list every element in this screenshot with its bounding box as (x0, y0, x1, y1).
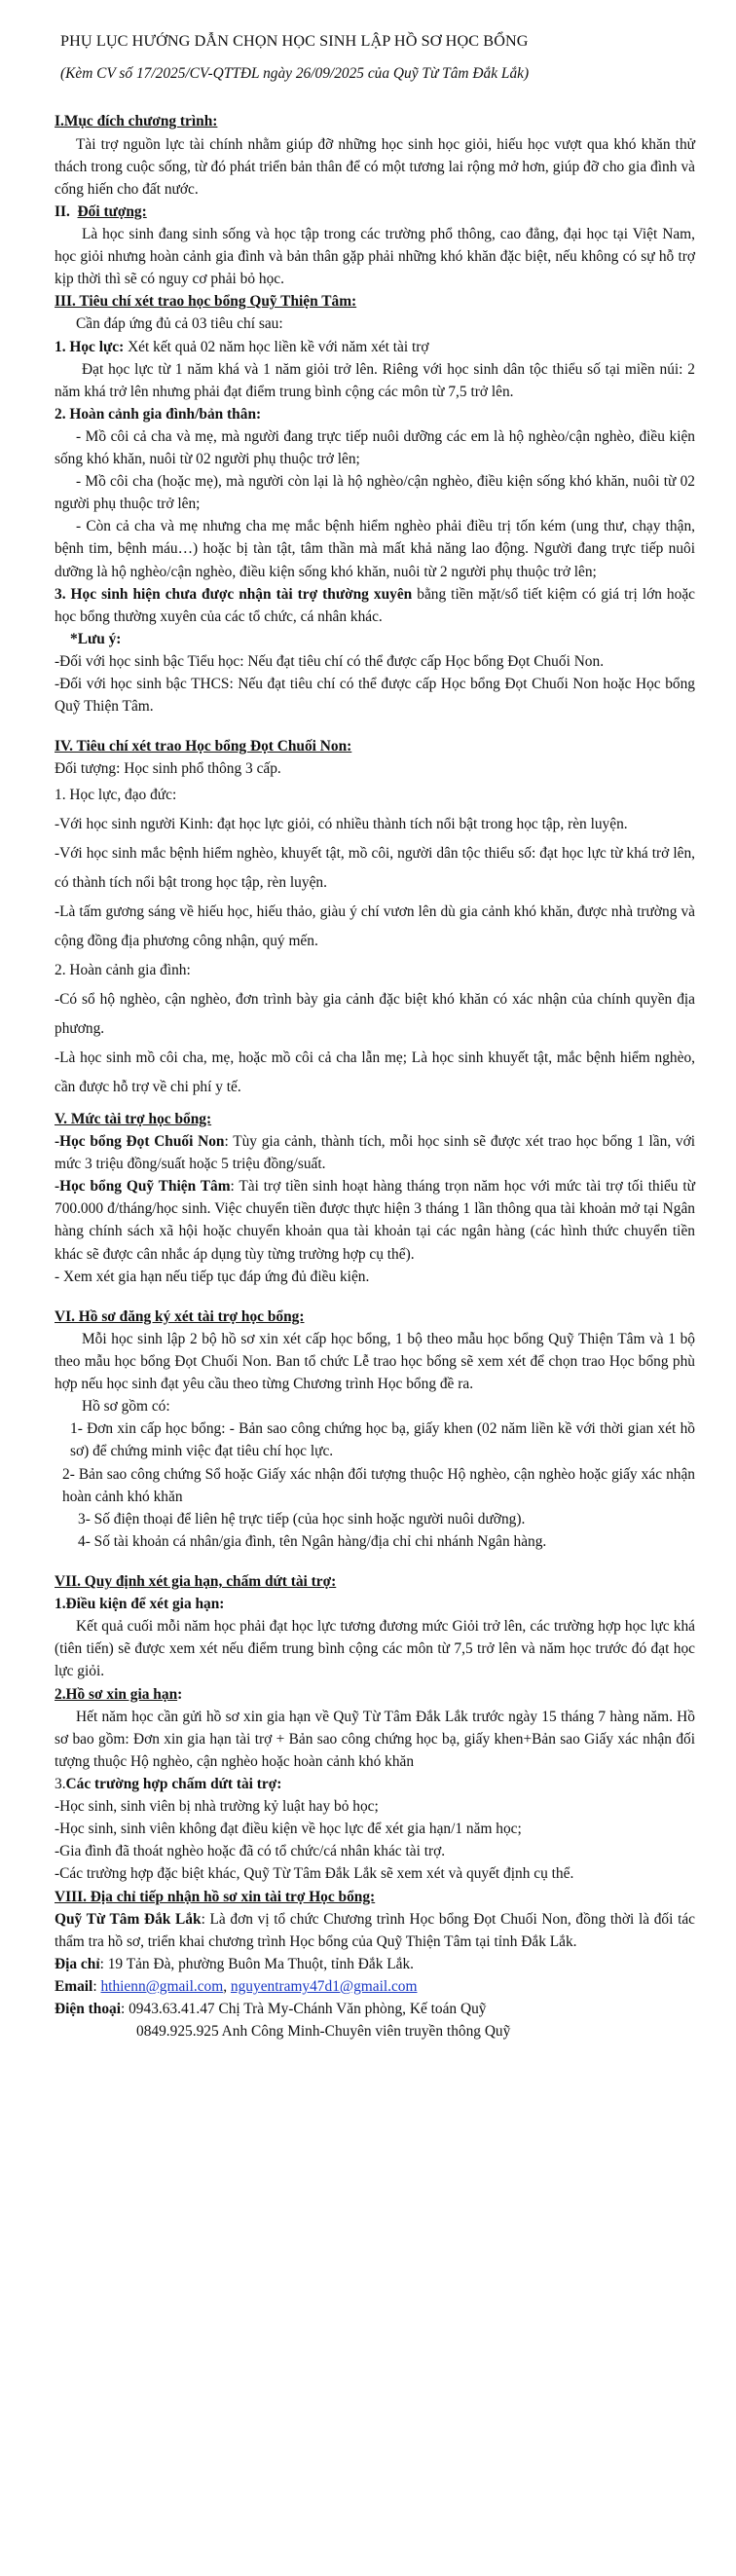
section-4-para-3: -Là tấm gương sáng về hiếu học, hiếu thảo, giàu ý chí vươn lên dù gia cảnh khó khăn, được nhà trường và cộng đồng địa phương công nhận, quý mến. (55, 902, 695, 949)
section-8-phone-line (55, 1998, 695, 2020)
section-2-number: II. (55, 202, 70, 220)
section-3-heading: III. Tiêu chí xét trao học bổng Quỹ Thiện Tâm: (55, 293, 357, 311)
section-4-para-4: -Có sổ hộ nghèo, cận nghèo, đơn trình bày gia cảnh đặc biệt khó khăn có xác nhận của chính quyền địa phương. (55, 990, 695, 1037)
section-4 (55, 735, 695, 1102)
section-4-sub-2: 2. Hoàn cảnh gia đình: (55, 961, 191, 978)
section-7-para-2: Hết năm học cần gửi hồ sơ xin gia hạn về Quỹ Từ Tâm Đắk Lắk trước ngày 15 tháng 7 hàng năm. Hồ sơ bao gồm: Đơn xin gia hạn tài trợ + Bản sao công chứng học bạ, giấy khen+Bản sao Giấy xác nhận đối tượng thuộc Hộ nghèo, cận nghèo hoặc hoàn cảnh khó khăn (55, 1708, 695, 1770)
section-1-heading: I.Mục đích chương trình: (55, 113, 218, 130)
phone-1: : 0943.63.41.47 Chị Trà My-Chánh Văn phòng, Kế toán Quỹ (120, 2001, 487, 2018)
scholarship-extension-note: - Xem xét gia hạn nếu tiếp tục đáp ứng đủ điều kiện. (55, 1268, 370, 1285)
section-8-org-line (55, 1908, 695, 1953)
section-8-heading: VIII. Địa chỉ tiếp nhận hồ sơ xin tài trợ Học bổng: (55, 1888, 376, 1905)
section-1-body: Tài trợ nguồn lực tài chính nhằm giúp đỡ những học sinh học giỏi, hiếu học vượt qua khó khăn thử thách trong cuộc sống, từ đó phát triển bản thân để có một tương lai rộng mở hơn, giúp đỡ cho gia đình và cống hiến cho đất nước. (55, 135, 695, 198)
section-6-item-3: 3- Số điện thoại để liên hệ trực tiếp (của học sinh hoặc người nuôi dưỡng). (78, 1510, 526, 1527)
section-7-sub-2-colon: : (177, 1685, 183, 1703)
section-7-list-2: -Học sinh, sinh viên không đạt điều kiện về học lực để xét gia hạn/1 năm học; (55, 1821, 522, 1838)
criterion-1-label: 1. Học lực: (55, 338, 125, 355)
section-6-item-4: 4- Số tài khoản cá nhân/gia đình, tên Ngân hàng/địa chỉ chi nhánh Ngân hàng. (78, 1532, 547, 1550)
email-label: Email (55, 1977, 93, 1995)
section-4-para-1: -Với học sinh người Kinh: đạt học lực giỏi, có nhiều thành tích nổi bật trong học tập, rèn luyện. (55, 815, 628, 832)
criterion-1-text: Xét kết quả 02 năm học liền kề với năm xét tài trợ (124, 338, 429, 355)
section-8-email-line (55, 1975, 695, 1998)
email-link-1[interactable]: hthienn@gmail.com (100, 1977, 224, 1995)
section-8-address-line (55, 1953, 695, 1975)
section-5-heading: V. Mức tài trợ học bổng: (55, 1110, 212, 1127)
criterion-3-label: 3. Học sinh hiện chưa được nhận tài trợ thường xuyên (55, 585, 413, 603)
email-separator: : (92, 1977, 101, 1995)
section-4-para-5: -Là học sinh mồ côi cha, mẹ, hoặc mồ côi cả cha lẫn mẹ; Là học sinh khuyết tật, mắc bệnh hiểm nghèo, cần được hỗ trợ về chi phí y tế. (55, 1049, 695, 1095)
section-4-para-2: -Với học sinh mắc bệnh hiểm nghèo, khuyết tật, mồ côi, người dân tộc thiểu số: đạt học lực từ khá trở lên, có thành tích nổi bật trong học tập, rèn luyện. (55, 844, 695, 891)
section-7-heading: VII. Quy định xét gia hạn, chấm dứt tài trợ: (55, 1573, 337, 1590)
note-2: -Đối với học sinh bậc THCS: Nếu đạt tiêu chí có thể được cấp Học bổng Đọt Chuối Non hoặc Học bổng Quỹ Thiện Tâm. (55, 676, 695, 716)
section-4-heading: IV. Tiêu chí xét trao Học bổng Đọt Chuối Non: (55, 738, 352, 755)
note-1: -Đối với học sinh bậc Tiểu học: Nếu đạt tiêu chí có thể được cấp Học bổng Đọt Chuối Non. (55, 653, 605, 671)
scholarship-b-text: : Tài trợ tiền sinh hoạt hàng tháng trọn năm học với mức tài trợ tối thiểu từ 700.000 đ/tháng/học sinh. Việc chuyển tiền được thực hiện 3 tháng 1 lần thông qua tài khoản mở tại Ngân hàng chính sách xã hội hoặc chuyển khoản qua tài khoản tại các ngân hàng (các hình thức chuyển tiền khác sẽ được cân nhắc áp dụng tùy từng trường hợp cụ thể). (55, 1178, 695, 1263)
section-7-sub-3: Các trường hợp chấm dứt tài trợ: (65, 1775, 282, 1792)
section-8-org-text: : Là đơn vị tổ chức Chương trình Học bổng Đọt Chuối Non, đồng thời là đối tác thẩm tra hồ sơ, triển khai chương trình Học bổng của Quỹ Thiện Tâm tại tỉnh Đắk Lắk. (55, 1910, 696, 1950)
section-7-para-1: Kết quả cuối mỗi năm học phải đạt học lực tương đương mức Giỏi trở lên, các trường hợp học lực khá (tiên tiến) sẽ được xem xét nếu điểm trung bình cộng các môn từ 7,5 trở lên và năm học trước đó đạt học lực giỏi. (55, 1618, 695, 1680)
section-6-body: Mỗi học sinh lập 2 bộ hồ sơ xin xét cấp học bổng, 1 bộ theo mẫu học bổng Quỹ Thiện Tâm và 1 bộ theo mẫu học bổng Đọt Chuối Non. Ban tổ chức Lễ trao học bổng sẽ xem xét để chọn trao Học bổng phù hợp nếu học sinh đạt yêu cầu theo từng Chương trình Học bổng đề ra. (55, 1330, 695, 1393)
section-7-sub-2-line (55, 1683, 695, 1706)
note-label: *Lưu ý: (70, 630, 122, 647)
criterion-2-bullet-3: - Còn cả cha và mẹ nhưng cha mẹ mắc bệnh hiểm nghèo phải điều trị tốn kém (ung thư, chạy thận, bệnh tim, bệnh máu…) hoặc bị tàn tật, tâm thần mà mất khả năng lao động. Người đang trực tiếp nuôi dưỡng là hộ nghèo/cận nghèo, điều kiện sống khó khăn, nuôi từ 2 người phụ thuộc trở lên; (55, 518, 695, 580)
scholarship-b-line (55, 1175, 695, 1265)
section-4-target: Đối tượng: Học sinh phổ thông 3 cấp. (55, 760, 281, 778)
document-subtitle: (Kèm CV số 17/2025/CV-QTTĐL ngày 26/09/2025 của Quỹ Từ Tâm Đắk Lắk) (60, 65, 530, 83)
phone-2: 0849.925.925 Anh Công Minh-Chuyên viên truyền thông Quỹ (136, 2023, 511, 2041)
scholarship-a-text: : Tùy gia cảnh, thành tích, mỗi học sinh sẽ được xét trao học bổng 1 lần, với mức 3 triệu đồng/suất hoặc 5 triệu đồng/suất. (55, 1133, 695, 1173)
section-2-heading: Đối tượng: (77, 202, 147, 220)
phone-label: Điện thoại (55, 2001, 121, 2018)
section-7-sub-2: 2.Hồ sơ xin gia hạn (55, 1685, 178, 1703)
scholarship-b-label: -Học bổng Quỹ Thiện Tâm (55, 1178, 231, 1196)
document-title: PHỤ LỤC HƯỚNG DẪN CHỌN HỌC SINH LẬP HỒ SƠ HỌC BỔNG (60, 32, 529, 50)
criterion-1-line (55, 336, 695, 358)
section-2-body: Là học sinh đang sinh sống và học tập trong các trường phổ thông, cao đẳng, đại học tại Việt Nam, học giỏi nhưng hoàn cảnh gia đình và bản thân gặp phải những khó khăn đặc biệt, nếu không có sự hỗ trợ kịp thời thì sẽ có nguy cơ phải bỏ học. (55, 225, 695, 288)
section-7-list-4: -Các trường hợp đặc biệt khác, Quỹ Từ Tâm Đắk Lắk sẽ xem xét và quyết định cụ thể. (55, 1865, 574, 1883)
section-7-sub-3-number: 3. (55, 1775, 66, 1792)
criterion-3-text: bằng tiền mặt/sổ tiết kiệm có giá trị lớn hoặc học bổng thường xuyên của các tổ chức, cá nhân khác. (55, 585, 695, 625)
scholarship-a-line (55, 1130, 695, 1175)
email-link-2[interactable]: nguyentramy47d1@gmail.com (230, 1977, 418, 1995)
section-6-item-2: 2- Bản sao công chứng Sổ hoặc Giấy xác nhận đối tượng thuộc Hộ nghèo, cận nghèo hoặc giấy xác nhận hoàn cảnh khó khăn (62, 1465, 695, 1505)
section-6-intro: Hồ sơ gồm có: (82, 1398, 170, 1416)
section-2-heading-line (55, 201, 695, 223)
section-4-sub-1: 1. Học lực, đạo đức: (55, 786, 177, 803)
section-8-org-name: Quỹ Từ Tâm Đắk Lắk (55, 1910, 202, 1928)
section-7-list-3: -Gia đình đã thoát nghèo hoặc đã có tổ chức/cá nhân khác tài trợ. (55, 1843, 446, 1860)
section-7-list-1: -Học sinh, sinh viên bị nhà trường kỷ luật hay bỏ học; (55, 1798, 379, 1816)
criterion-1-body: Đạt học lực từ 1 năm khá và 1 năm giỏi trở lên. Riêng với học sinh dân tộc thiểu số tại miền núi: 2 năm khá trở lên nhưng phải đạt điểm trung bình cộng các môn từ 7,5 trở lên. (55, 360, 695, 400)
criterion-3-line (55, 583, 695, 628)
address-value: : 19 Tản Đà, phường Buôn Ma Thuột, tỉnh Đắk Lắk. (99, 1955, 415, 1972)
criterion-2-bullet-1: - Mồ côi cả cha và mẹ, mà người đang trực tiếp nuôi dưỡng các em là hộ nghèo/cận nghèo, điều kiện sống khó khăn, nuôi từ 02 người phụ thuộc trở lên; (55, 427, 695, 468)
address-label: Địa chỉ (55, 1955, 100, 1972)
section-7-sub-1: 1.Điều kiện để xét gia hạn: (55, 1596, 225, 1613)
section-6-heading: VI. Hồ sơ đăng ký xét tài trợ học bổng: (55, 1307, 305, 1325)
criterion-2-label: 2. Hoàn cảnh gia đình/bản thân: (55, 405, 262, 423)
email-comma: , (223, 1977, 231, 1995)
scholarship-a-label: -Học bổng Đọt Chuối Non (55, 1133, 225, 1151)
section-6-item-1: 1- Đơn xin cấp học bổng: - Bản sao công chứng học bạ, giấy khen (02 năm liền kề với thời gian xét hồ sơ) để chứng minh việc đạt tiêu chí học lực. (70, 1420, 695, 1460)
section-3-intro: Cần đáp ứng đủ cả 03 tiêu chí sau: (76, 315, 283, 333)
section-7-sub-3-line (55, 1773, 695, 1795)
criterion-2-bullet-2: - Mồ côi cha (hoặc mẹ), mà người còn lại là hộ nghèo/cận nghèo, điều kiện sống khó khăn, nuôi từ 02 người phụ thuộc trở lên; (55, 473, 695, 513)
